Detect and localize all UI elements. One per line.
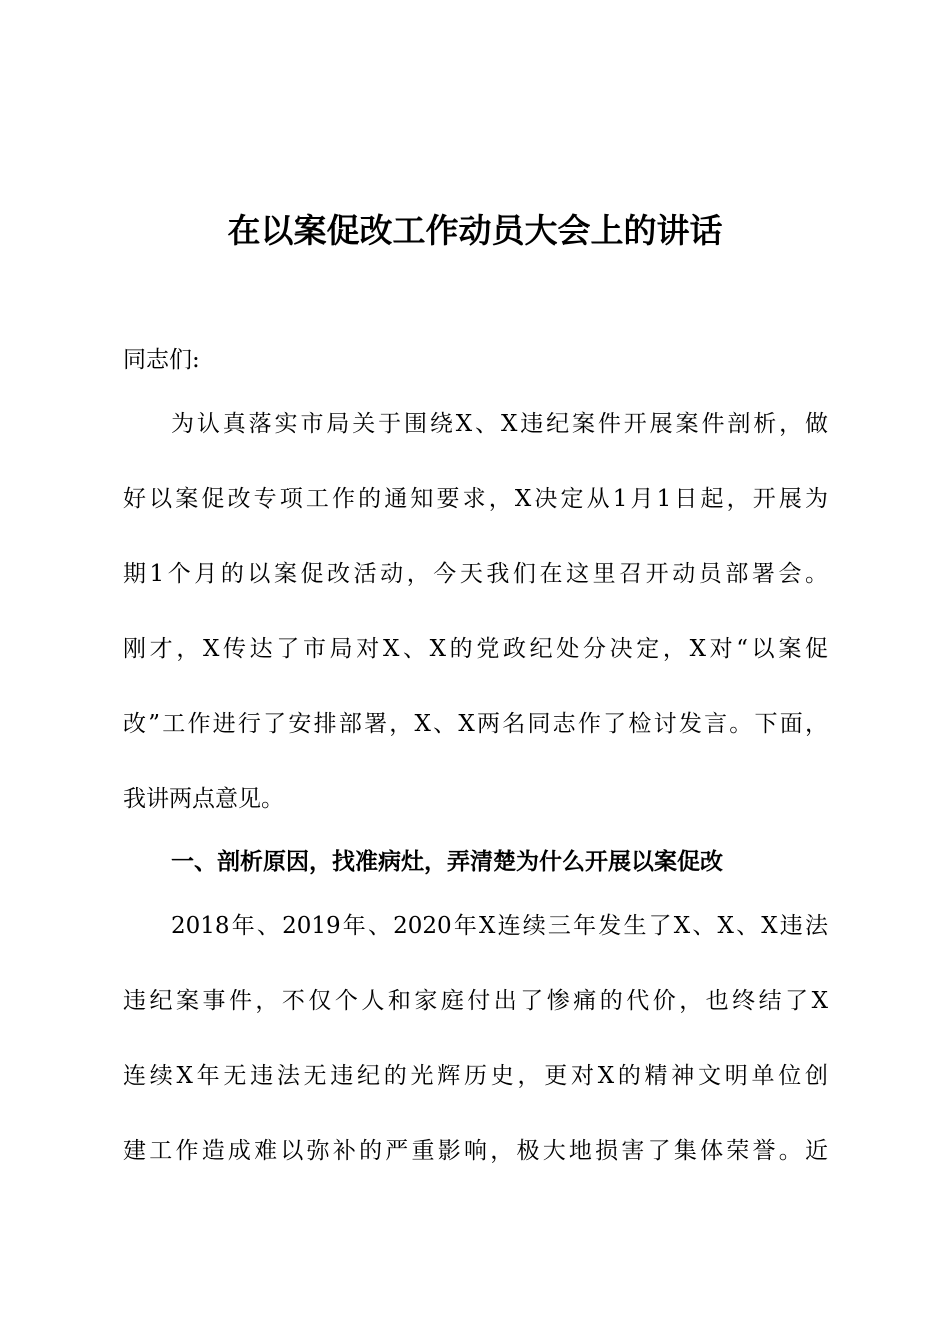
document-title: 在以案促改工作动员大会上的讲话: [227, 211, 723, 250]
paragraph-1-line-6: 我讲两点意见。: [123, 786, 284, 812]
paragraph-1-line-3: 期1个月的以案促改活动，今天我们在这里召开动员部署会。: [123, 561, 828, 587]
paragraph-1-line-4: 刚才，X传达了市局对X、X的党政纪处分决定，X对“以案促: [123, 636, 828, 662]
paragraph-1-line-5: 改”工作进行了安排部署，X、X两名同志作了检讨发言。下面，: [123, 711, 828, 737]
paragraph-2-line-4: 建工作造成难以弥补的严重影响，极大地损害了集体荣誉。近: [123, 1138, 828, 1164]
section-heading-1: 一、剖析原因，找准病灶，弄清楚为什么开展以案促改: [171, 849, 723, 875]
paragraph-2-line-3: 连续X年无违法无违纪的光辉历史，更对X的精神文明单位创: [123, 1063, 828, 1089]
paragraph-1-line-2: 好以案促改专项工作的通知要求，X决定从1月1日起，开展为: [123, 486, 828, 512]
paragraph-2-line-1: 2018年、2019年、2020年X连续三年发生了X、X、X违法: [171, 913, 828, 939]
paragraph-1-line-1: 为认真落实市局关于围绕X、X违纪案件开展案件剖析，做: [171, 411, 828, 437]
salutation: 同志们:: [123, 347, 200, 373]
paragraph-2-line-2: 违纪案事件，不仅个人和家庭付出了惨痛的代价，也终结了X: [123, 988, 828, 1014]
